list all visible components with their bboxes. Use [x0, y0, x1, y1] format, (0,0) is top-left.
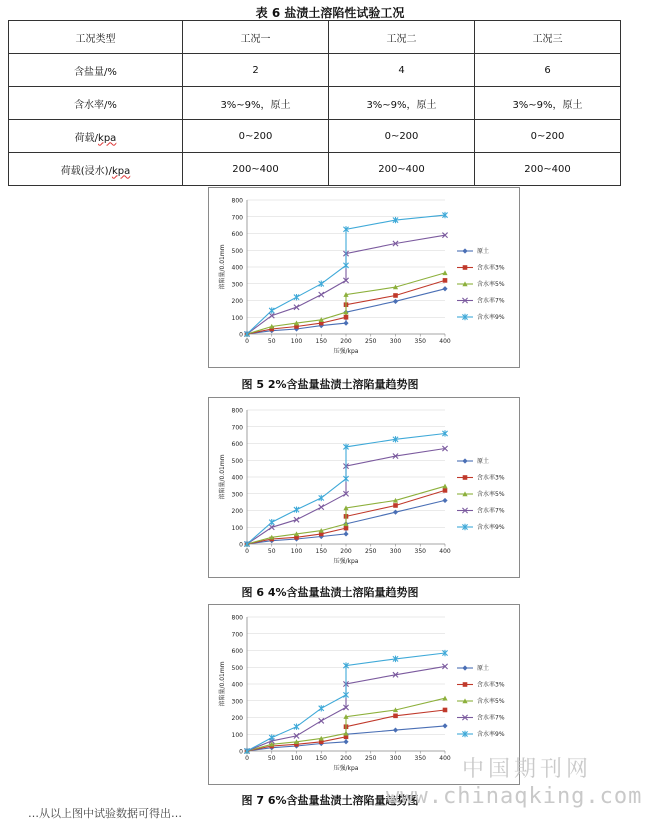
table-cell: 3%~9%，原土 [183, 87, 329, 120]
x-tick-label: 300 [389, 755, 402, 762]
legend-swatch-marker [462, 248, 467, 253]
data-point [269, 519, 274, 525]
table-cell: 3%~9%，原土 [475, 87, 621, 120]
table-cell: 含水率/% [9, 87, 183, 120]
table-cell: 含盐量/% [9, 54, 183, 87]
table-row [9, 87, 621, 120]
data-point [343, 692, 348, 698]
table-header-row [9, 21, 621, 54]
table-cell: 200~400 [329, 153, 475, 186]
data-point [442, 696, 447, 701]
x-tick-label: 100 [290, 548, 303, 555]
y-tick-label: 800 [231, 614, 243, 622]
x-tick-label: 350 [414, 755, 426, 762]
x-tick-label: 0 [245, 338, 249, 345]
y-tick-label: 400 [231, 264, 243, 272]
table-cell: 200~400 [183, 153, 329, 186]
legend-swatch-marker [462, 665, 467, 670]
table-cell: 6 [475, 54, 621, 87]
y-tick-label: 200 [231, 298, 243, 305]
table-cell: 200~400 [475, 153, 621, 186]
data-point [442, 723, 447, 728]
y-tick-label: 700 [231, 631, 243, 639]
test-conditions-table [8, 20, 621, 186]
x-tick-label: 300 [389, 338, 402, 345]
table-header-cell: 工况一 [183, 21, 329, 54]
x-tick-label: 50 [267, 338, 276, 345]
y-tick-label: 300 [231, 491, 243, 499]
legend-label: 含水率7% [477, 297, 505, 305]
legend-label: 含水率7% [477, 507, 505, 515]
x-tick-label: 400 [439, 755, 451, 762]
y-tick-label: 100 [231, 524, 243, 532]
table-cell: 0~200 [475, 120, 621, 153]
y-tick-label: 100 [231, 731, 243, 739]
x-tick-label: 50 [267, 755, 276, 762]
data-point [344, 526, 349, 531]
legend-label: 含水率9% [477, 314, 505, 321]
figure-caption-6: 图 6 4%含盐量盐渍土溶陷量趋势图 [241, 586, 419, 599]
legend-label: 含水率3% [477, 474, 505, 482]
chart-fig6-svg [209, 398, 519, 577]
y-tick-label: 100 [231, 314, 243, 322]
table-cell: 荷载(浸水)/kpa [9, 153, 183, 186]
data-point [442, 498, 447, 503]
data-point [269, 307, 274, 313]
legend-label: 原土 [477, 665, 490, 672]
legend-label: 含水率9% [477, 731, 505, 738]
y-tick-label: 0 [239, 331, 243, 339]
data-point [393, 503, 398, 508]
x-tick-label: 350 [414, 338, 426, 345]
y-tick-label: 200 [231, 508, 243, 515]
y-tick-label: 400 [231, 681, 243, 689]
legend-swatch-marker [463, 475, 468, 480]
data-point [443, 488, 448, 493]
y-tick-label: 400 [231, 474, 243, 482]
y-tick-label: 200 [231, 715, 243, 722]
figure-caption-5: 图 5 2%含盐量盐渍土溶陷量趋势图 [241, 378, 419, 391]
y-tick-label: 300 [231, 698, 243, 706]
data-point [294, 305, 299, 310]
x-axis-label: 压强/kpa [333, 765, 359, 772]
table-cell: 0~200 [183, 120, 329, 153]
data-point [294, 294, 299, 300]
data-point [343, 739, 348, 744]
data-point [442, 286, 447, 291]
body-text-fragment: …从以上图中试验数据可得出… [28, 807, 182, 820]
legend-swatch-marker [462, 458, 467, 463]
table-row [9, 54, 621, 87]
x-tick-label: 250 [365, 755, 377, 762]
y-tick-label: 800 [231, 407, 243, 415]
x-tick-label: 200 [340, 338, 352, 345]
y-tick-label: 500 [231, 457, 243, 465]
legend-label: 含水率5% [477, 281, 505, 288]
x-tick-label: 350 [414, 548, 426, 555]
figure-caption-7: 图 7 6%含盐量盐渍土溶陷量趋势图 [241, 794, 419, 807]
y-tick-label: 0 [239, 748, 243, 756]
table-body [9, 21, 621, 186]
chart-fig6 [208, 397, 520, 578]
table-row [9, 120, 621, 153]
data-point [343, 475, 348, 481]
y-tick-label: 500 [231, 664, 243, 672]
y-tick-label: 500 [231, 247, 243, 255]
data-point [393, 714, 398, 719]
table-cell: 2 [183, 54, 329, 87]
x-tick-label: 200 [340, 548, 352, 555]
y-axis-label: 溶陷量/0.01mm [219, 661, 226, 707]
legend-swatch-marker [463, 265, 468, 270]
y-tick-label: 0 [239, 541, 243, 549]
y-axis-label: 溶陷量/0.01mm [219, 454, 226, 500]
x-tick-label: 150 [315, 548, 327, 555]
table-cell: 荷载/kpa [9, 120, 183, 153]
x-tick-label: 250 [365, 338, 377, 345]
data-point [319, 505, 324, 510]
table-header-cell: 工况二 [329, 21, 475, 54]
table-cell: 0~200 [329, 120, 475, 153]
data-point [319, 705, 324, 711]
x-tick-label: 300 [389, 548, 402, 555]
data-point [443, 278, 448, 283]
x-tick-label: 100 [290, 338, 303, 345]
data-point [393, 727, 398, 732]
table-header-cell: 工况类型 [9, 21, 183, 54]
legend-label: 含水率9% [477, 524, 505, 531]
x-tick-label: 200 [340, 755, 352, 762]
table-cell: 3%~9%，原土 [329, 87, 475, 120]
x-tick-label: 400 [439, 548, 451, 555]
data-point [319, 718, 324, 723]
x-tick-label: 0 [245, 755, 249, 762]
data-point [269, 734, 274, 740]
data-point [393, 293, 398, 298]
data-point [442, 270, 447, 275]
table-row [9, 153, 621, 186]
y-axis-label: 溶陷量/0.01mm [219, 244, 226, 290]
x-tick-label: 100 [290, 755, 303, 762]
x-tick-label: 250 [365, 548, 377, 555]
data-point [343, 531, 348, 536]
y-tick-label: 300 [231, 281, 243, 289]
data-point [294, 506, 299, 512]
x-axis-label: 压强/kpa [333, 348, 359, 355]
x-tick-label: 150 [315, 338, 327, 345]
legend-label: 原土 [477, 458, 490, 465]
watermark-chinese: 中国期刊网 [462, 757, 593, 782]
data-point [319, 495, 324, 501]
chart-fig5-svg [209, 188, 519, 367]
data-point [294, 724, 299, 730]
y-tick-label: 600 [231, 441, 243, 448]
data-point [343, 321, 348, 326]
legend-label: 含水率5% [477, 491, 505, 498]
data-point [319, 292, 324, 297]
legend-label: 含水率3% [477, 681, 505, 689]
y-tick-label: 800 [231, 197, 243, 205]
data-point [344, 315, 349, 320]
y-tick-label: 600 [231, 648, 243, 655]
watermark-url: www.chinaqking.com [386, 784, 643, 809]
y-tick-label: 600 [231, 231, 243, 238]
chart-fig5 [208, 187, 520, 368]
legend-label: 含水率3% [477, 264, 505, 272]
table-cell: 4 [329, 54, 475, 87]
data-point [393, 299, 398, 304]
data-point [442, 484, 447, 489]
data-point [343, 262, 348, 268]
x-axis-label: 压强/kpa [333, 558, 359, 565]
legend-label: 原土 [477, 248, 490, 255]
x-tick-label: 400 [439, 338, 451, 345]
x-tick-label: 50 [267, 548, 276, 555]
data-point [443, 708, 448, 713]
table-title: 表 6 盐渍土溶陷性试验工况 [255, 6, 405, 20]
legend-swatch-marker [463, 682, 468, 687]
x-tick-label: 150 [315, 755, 327, 762]
y-tick-label: 700 [231, 214, 243, 222]
legend-label: 含水率5% [477, 698, 505, 705]
legend-label: 含水率7% [477, 714, 505, 722]
x-tick-label: 0 [245, 548, 249, 555]
table-header-cell: 工况三 [475, 21, 621, 54]
y-tick-label: 700 [231, 424, 243, 432]
